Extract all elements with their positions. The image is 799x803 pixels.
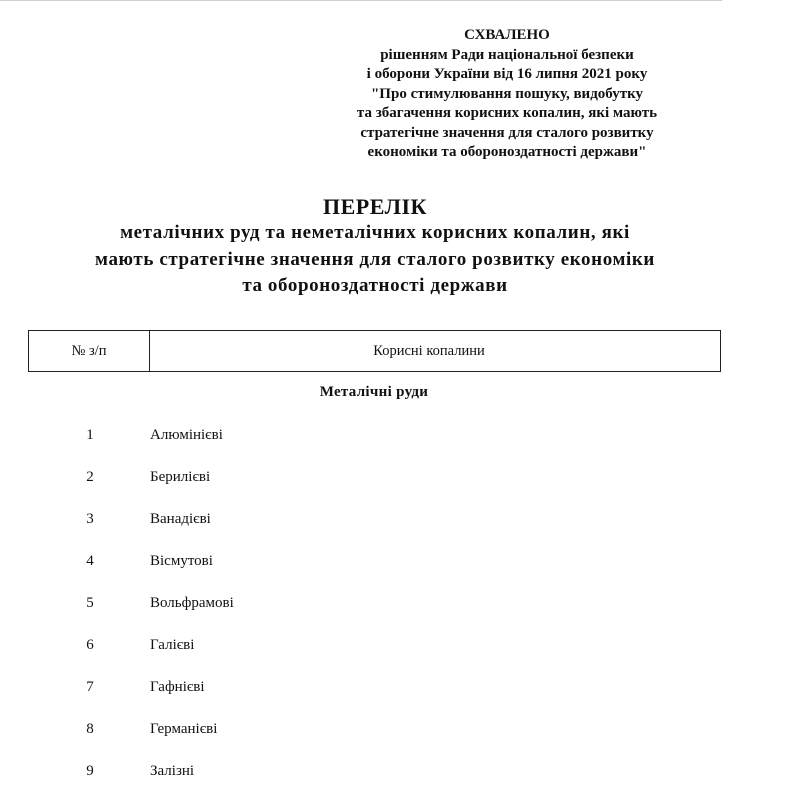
row-mineral-name: Вісмутові [150,553,213,569]
table-row [0,719,799,761]
row-number: 6 [86,637,94,653]
row-mineral-name: Берилієві [150,469,211,485]
table-row [0,635,799,677]
approval-line: економіки та обороноздатності держави" [367,144,647,160]
document-title: ПЕРЕЛІК [322,194,427,219]
subtitle-line: металічних руд та неметалічних корисних копалин, які [120,222,630,243]
approval-line: і оборони України від 16 липня 2021 року [366,66,648,82]
row-mineral-name: Ванадієві [150,511,211,527]
row-mineral-name: Гафнієві [150,679,205,695]
table-row [0,509,799,551]
approval-line: рішенням Ради національної безпеки [380,46,634,63]
table-row [0,467,799,509]
row-number: 4 [86,553,94,569]
minerals-list [0,425,799,803]
row-mineral-name: Залізні [150,763,195,779]
row-number: 2 [86,469,94,485]
table-row [0,677,799,719]
table-row [0,761,799,803]
row-number: 5 [86,595,94,611]
column-header-minerals: Корисні копалини [373,342,485,359]
column-header-number: № з/п [29,331,150,371]
subtitle-line: мають стратегічне значення для сталого розвитку економіки [95,248,655,270]
row-number: 3 [86,511,94,527]
subtitle-line: та обороноздатності держави [242,275,508,296]
row-number: 7 [86,679,94,695]
row-number: 1 [86,427,94,443]
document-subtitle [40,220,710,300]
row-mineral-name: Вольфрамові [150,595,234,611]
row-mineral-name: Алюмінієві [150,427,223,443]
row-number: 9 [86,763,94,779]
row-number: 8 [86,721,94,737]
approval-line: та збагачення корисних копалин, які мають [356,105,658,121]
page-top-border [0,0,722,1]
approval-line: "Про стимулювання пошуку, видобутку [370,85,644,102]
document-title-block [40,194,710,300]
approval-line: стратегічне значення для сталого розвитку [360,124,654,141]
approval-stamp-block [330,26,684,163]
table-header [28,330,721,372]
row-mineral-name: Германієві [150,721,218,737]
table-row [0,425,799,467]
section-title-metallic-ores: Металічні руди [319,384,429,400]
approval-heading: СХВАЛЕНО [464,27,550,43]
table-row [0,593,799,635]
table-row [0,551,799,593]
row-mineral-name: Галієві [150,637,195,653]
